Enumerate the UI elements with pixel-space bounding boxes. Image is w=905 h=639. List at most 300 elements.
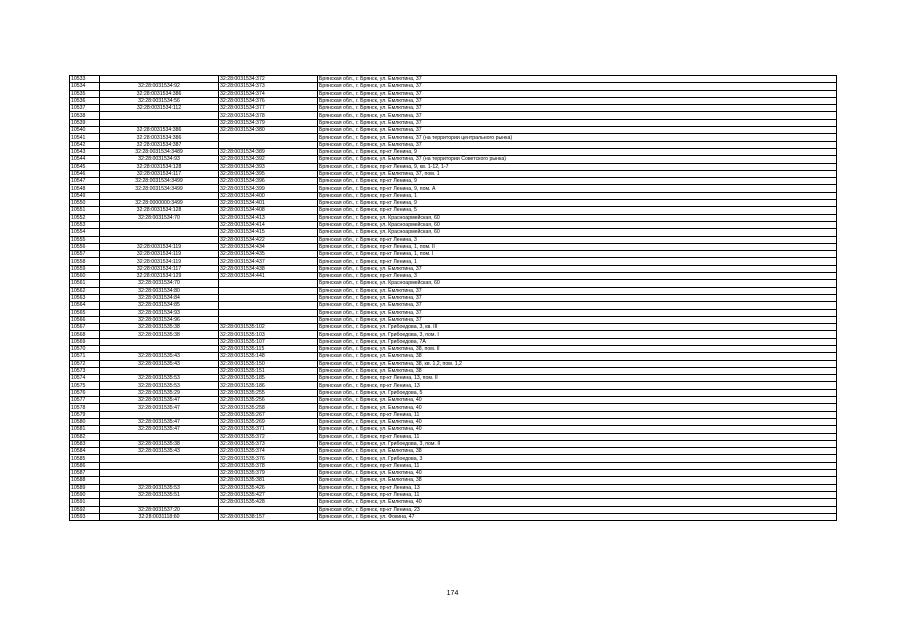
row-number: 10576 (70, 389, 100, 396)
table-row (70, 367, 837, 374)
table-row (70, 163, 837, 170)
table-row (70, 499, 837, 506)
previous-cadastral-number: 32:28:0031534:386 (100, 127, 219, 134)
cadastral-number: 32:28:0031535:267 (219, 411, 318, 418)
cadastral-number (219, 309, 318, 316)
previous-cadastral-number: 32:28:0031535:53 (100, 375, 219, 382)
cadastral-number: 32:28:0031534:399 (219, 185, 318, 192)
address: Брянская обл., г. Брянск, пр-кт Ленина, 9, пом. А (318, 185, 837, 192)
table-row (70, 360, 837, 367)
table-row (70, 90, 837, 97)
address: Брянская обл., г. Брянск, пр-кт Ленина, 13 (318, 484, 837, 491)
address: Брянская обл., г. Брянск, пр-кт Ленина, 1, пом. II (318, 243, 837, 250)
cadastral-number (219, 506, 318, 513)
cadastral-number (219, 134, 318, 141)
cadastral-number: 32:28:0031535:371 (219, 426, 318, 433)
cadastral-number: 32:28:0031534:380 (219, 127, 318, 134)
row-number: 10567 (70, 324, 100, 331)
row-number: 10543 (70, 148, 100, 155)
cadastral-number: 32:28:0031535:256 (219, 397, 318, 404)
address: Брянская обл., г. Брянск, пр-кт Ленина, 13, пом. II (318, 375, 837, 382)
table-row (70, 185, 837, 192)
row-number: 10539 (70, 119, 100, 126)
row-number: 10563 (70, 294, 100, 301)
cadastral-number: 32:28:0031534:378 (219, 112, 318, 119)
cadastral-number: 32:28:0031538:157 (219, 513, 318, 520)
address: Брянская обл., г. Брянск, ул. Красноармейская, 60 (318, 214, 837, 221)
cadastral-number: 32:28:0031535:428 (219, 499, 318, 506)
row-number: 10535 (70, 90, 100, 97)
address: Брянская обл., г. Брянск, ул. Грибоедова, 7А (318, 338, 837, 345)
row-number: 10582 (70, 433, 100, 440)
previous-cadastral-number: 32:28:0031535:38 (100, 440, 219, 447)
row-number: 10557 (70, 251, 100, 258)
cadastral-number: 32:28:0031535:107 (219, 338, 318, 345)
row-number: 10534 (70, 83, 100, 90)
address: Брянская обл., г. Брянск, ул. Емлютина, 40 (318, 397, 837, 404)
cadastral-number: 32:28:0031534:414 (219, 221, 318, 228)
address: Брянская обл., г. Брянск, ул. Емлютина, 37 (318, 127, 837, 134)
row-number: 10593 (70, 513, 100, 520)
table-row (70, 470, 837, 477)
table-row (70, 134, 837, 141)
row-number: 10558 (70, 258, 100, 265)
row-number: 10550 (70, 200, 100, 207)
previous-cadastral-number: 32:28:0031534:112 (100, 105, 219, 112)
row-number: 10592 (70, 506, 100, 513)
cadastral-number (219, 316, 318, 323)
address: Брянская обл., г. Брянск, пр-кт Ленина, 9, кв. 1-12, 1-7 (318, 163, 837, 170)
previous-cadastral-number (100, 455, 219, 462)
address: Брянская обл., г. Брянск, пр-кт Ленина, 9 (318, 178, 837, 185)
table-row (70, 324, 837, 331)
cadastral-number: 32:28:0031534:415 (219, 229, 318, 236)
table-row (70, 491, 837, 498)
cadastral-number: 32:28:0031534:389 (219, 148, 318, 155)
table-row (70, 170, 837, 177)
cadastral-number: 32:28:0031534:377 (219, 105, 318, 112)
row-number: 10546 (70, 170, 100, 177)
previous-cadastral-number: 32:28:0031534:386 (100, 134, 219, 141)
row-number: 10544 (70, 156, 100, 163)
table-row (70, 462, 837, 469)
address: Брянская обл., г. Брянск, ул. Фокина, 47 (318, 513, 837, 520)
table-row (70, 506, 837, 513)
address: Брянская обл., г. Брянск, пр-кт Ленина, 3 (318, 236, 837, 243)
previous-cadastral-number (100, 192, 219, 199)
cadastral-number: 32:28:0031535:186 (219, 382, 318, 389)
cadastral-number: 32:28:0031534:435 (219, 251, 318, 258)
table-row (70, 345, 837, 352)
table-row (70, 236, 837, 243)
cadastral-number: 32:28:0031535:374 (219, 448, 318, 455)
address: Брянская обл., г. Брянск, пр-кт Ленина, 9 (318, 200, 837, 207)
previous-cadastral-number (100, 433, 219, 440)
cadastral-number: 32:28:0031535:185 (219, 375, 318, 382)
table-row (70, 309, 837, 316)
table-row (70, 294, 837, 301)
previous-cadastral-number: 32:28:0031534:70 (100, 280, 219, 287)
address: Брянская обл., г. Брянск, ул. Красноармейская, 60 (318, 280, 837, 287)
table-row (70, 418, 837, 425)
cadastral-number: 32:28:0031535:426 (219, 484, 318, 491)
table-row (70, 273, 837, 280)
cadastral-number: 32:28:0031534:413 (219, 214, 318, 221)
address: Брянская обл., г. Брянск, ул. Емлютина, 37 (на территории центрального рынка) (318, 134, 837, 141)
address: Брянская обл., г. Брянск, ул. Емлютина, 37 (318, 97, 837, 104)
row-number: 10578 (70, 404, 100, 411)
previous-cadastral-number (100, 76, 219, 83)
address: Брянская обл., г. Брянск, пр-кт Ленина, 3 (318, 273, 837, 280)
row-number: 10574 (70, 375, 100, 382)
table-row (70, 397, 837, 404)
table-row (70, 331, 837, 338)
row-number: 10561 (70, 280, 100, 287)
address: Брянская обл., г. Брянск, пр-кт Ленина, 11 (318, 462, 837, 469)
previous-cadastral-number (100, 221, 219, 228)
cadastral-number (219, 287, 318, 294)
cadastral-number: 32:28:0031534:392 (219, 156, 318, 163)
cadastral-number: 32:28:0031534:434 (219, 243, 318, 250)
cadastral-number: 32:28:0031535:150 (219, 360, 318, 367)
row-number: 10548 (70, 185, 100, 192)
previous-cadastral-number: 32:28:0031534:119 (100, 243, 219, 250)
address: Брянская обл., г. Брянск, пр-кт Ленина, 1, пом. I (318, 251, 837, 258)
row-number: 10571 (70, 353, 100, 360)
previous-cadastral-number: 32:28:0031535:38 (100, 324, 219, 331)
address: Брянская обл., г. Брянск, пр-кт Ленина, 11 (318, 411, 837, 418)
previous-cadastral-number (100, 229, 219, 236)
table-row (70, 411, 837, 418)
previous-cadastral-number: 32:28:0031535:38 (100, 331, 219, 338)
previous-cadastral-number: 32:28:0031535:29 (100, 389, 219, 396)
previous-cadastral-number: 32:28:0031534:85 (100, 302, 219, 309)
table-row (70, 404, 837, 411)
previous-cadastral-number: 32:28:0031534:80 (100, 287, 219, 294)
previous-cadastral-number: 32:28:0031535:43 (100, 448, 219, 455)
cadastral-number: 32:28:0031534:376 (219, 97, 318, 104)
row-number: 10565 (70, 309, 100, 316)
cadastral-number: 32:28:0031535:427 (219, 491, 318, 498)
address: Брянская обл., г. Брянск, ул. Грибоедова, 3 (318, 455, 837, 462)
previous-cadastral-number: 32:28:0031534:92 (100, 83, 219, 90)
previous-cadastral-number: 32:28:0000000:3499 (100, 200, 219, 207)
previous-cadastral-number: 32:28:0031534:128 (100, 207, 219, 214)
address: Брянская обл., г. Брянск, пр-кт Ленина, 9 (318, 148, 837, 155)
previous-cadastral-number: 32:28:0031534:128 (100, 163, 219, 170)
address: Брянская обл., г. Брянск, ул. Красноармейская, 60 (318, 229, 837, 236)
previous-cadastral-number: 32:28:0031535:47 (100, 418, 219, 425)
row-number: 10559 (70, 265, 100, 272)
row-number: 10549 (70, 192, 100, 199)
row-number: 10553 (70, 221, 100, 228)
address: Брянская обл., г. Брянск, ул. Емлютина, 37 (318, 76, 837, 83)
table-row (70, 375, 837, 382)
cadastral-number: 32:28:0031535:151 (219, 367, 318, 374)
address: Брянская обл., г. Брянск, ул. Емлютина, 37, пом. 1 (318, 170, 837, 177)
table-row (70, 192, 837, 199)
address: Брянская обл., г. Брянск, ул. Емлютина, 37 (318, 105, 837, 112)
cadastral-number: 32:28:0031535:103 (219, 331, 318, 338)
previous-cadastral-number (100, 477, 219, 484)
previous-cadastral-number: 32:28:0031534:96 (100, 316, 219, 323)
table-row (70, 426, 837, 433)
table-row (70, 229, 837, 236)
table-row (70, 258, 837, 265)
cadastral-number: 32:28:0031534:441 (219, 273, 318, 280)
address: Брянская обл., г. Брянск, пр-кт Ленина, 1 (318, 192, 837, 199)
cadastral-number: 32:28:0031535:255 (219, 389, 318, 396)
row-number: 10547 (70, 178, 100, 185)
table-row (70, 141, 837, 148)
table-row (70, 389, 837, 396)
cadastral-number: 32:28:0031535:381 (219, 477, 318, 484)
previous-cadastral-number: 32:28:0031535:47 (100, 426, 219, 433)
row-number: 10562 (70, 287, 100, 294)
address: Брянская обл., г. Брянск, ул. Емлютина, 38, кв. 1,2, пом. 1,2 (318, 360, 837, 367)
cadastral-number: 32:28:0031535:148 (219, 353, 318, 360)
previous-cadastral-number (100, 411, 219, 418)
cadastral-number: 32:28:0031535:115 (219, 345, 318, 352)
previous-cadastral-number: 32:28:0031534:3499 (100, 178, 219, 185)
cadastral-number (219, 294, 318, 301)
previous-cadastral-number: 32:28:0031534:93 (100, 309, 219, 316)
row-number: 10569 (70, 338, 100, 345)
row-number: 10577 (70, 397, 100, 404)
address: Брянская обл., г. Брянск, ул. Емлютина, 37 (318, 265, 837, 272)
table-row (70, 382, 837, 389)
address: Брянская обл., г. Брянск, ул. Емлютина, 37 (318, 309, 837, 316)
cadastral-number: 32:28:0031535:373 (219, 440, 318, 447)
previous-cadastral-number: 32:28:0031534:119 (100, 258, 219, 265)
previous-cadastral-number (100, 499, 219, 506)
table-row (70, 178, 837, 185)
row-number: 10542 (70, 141, 100, 148)
cadastral-number: 32:28:0031535:379 (219, 470, 318, 477)
table-row (70, 221, 837, 228)
previous-cadastral-number: 32:28:0031535:43 (100, 353, 219, 360)
page-number: 174 (446, 590, 459, 597)
cadastral-number: 32:28:0031534:400 (219, 192, 318, 199)
address: Брянская обл., г. Брянск, ул. Емлютина, 38 (318, 448, 837, 455)
address: Брянская обл., г. Брянск, ул. Грибоедова, 3, кв. III (318, 324, 837, 331)
registry-table-body (70, 76, 837, 521)
previous-cadastral-number: 32:28:0031534:3499 (100, 185, 219, 192)
cadastral-number: 32:28:0031534:395 (219, 170, 318, 177)
row-number: 10589 (70, 484, 100, 491)
table-row (70, 338, 837, 345)
cadastral-number: 32:28:0031535:378 (219, 462, 318, 469)
row-number: 10540 (70, 127, 100, 134)
address: Брянская обл., г. Брянск, ул. Емлютина, 38 (318, 353, 837, 360)
previous-cadastral-number: 32:28:0031535:47 (100, 404, 219, 411)
previous-cadastral-number: 32:28:0031534:70 (100, 214, 219, 221)
address: Брянская обл., г. Брянск, пр-кт Ленина, 13 (318, 382, 837, 389)
previous-cadastral-number (100, 236, 219, 243)
address: Брянская обл., г. Брянск, пр-кт Ленина, 5 (318, 207, 837, 214)
row-number: 10590 (70, 491, 100, 498)
address: Брянская обл., г. Брянск, ул. Емлютина, 38 (318, 477, 837, 484)
address: Брянская обл., г. Брянск, ул. Емлютина, 40 (318, 426, 837, 433)
registry-table (69, 75, 837, 521)
previous-cadastral-number: 32:28:0031534:84 (100, 294, 219, 301)
previous-cadastral-number: 32:28:0031534:93 (100, 156, 219, 163)
table-row (70, 287, 837, 294)
address: Брянская обл., г. Брянск, ул. Емлютина, 40 (318, 470, 837, 477)
row-number: 10533 (70, 76, 100, 83)
cadastral-number: 32:28:0031534:438 (219, 265, 318, 272)
table-row (70, 148, 837, 155)
address: Брянская обл., г. Брянск, ул. Емлютина, 40 (318, 418, 837, 425)
row-number: 10575 (70, 382, 100, 389)
row-number: 10556 (70, 243, 100, 250)
table-row (70, 455, 837, 462)
previous-cadastral-number: 32:28:0031534:117 (100, 170, 219, 177)
cadastral-number: 32:28:0031535:372 (219, 433, 318, 440)
address: Брянская обл., г. Брянск, ул. Емлютина, 37 (318, 316, 837, 323)
address: Брянская обл., г. Брянск, ул. Емлютина, 37 (318, 302, 837, 309)
table-row (70, 119, 837, 126)
address: Брянская обл., г. Брянск, пр-кт Ленина, 23 (318, 506, 837, 513)
address: Брянская обл., г. Брянск, пр-кт Ленина, 11 (318, 433, 837, 440)
previous-cadastral-number (100, 119, 219, 126)
cadastral-number (219, 141, 318, 148)
previous-cadastral-number: 32:28:0031534:56 (100, 97, 219, 104)
row-number: 10586 (70, 462, 100, 469)
cadastral-number: 32:28:0031534:422 (219, 236, 318, 243)
previous-cadastral-number (100, 470, 219, 477)
table-row (70, 265, 837, 272)
table-row (70, 513, 837, 520)
row-number: 10566 (70, 316, 100, 323)
table-row (70, 484, 837, 491)
previous-cadastral-number: 32:28:0031534:119 (100, 251, 219, 258)
address: Брянская обл., г. Брянск, ул. Емлютина, 40 (318, 404, 837, 411)
table-row (70, 76, 837, 83)
previous-cadastral-number: 32:28:0031534:117 (100, 265, 219, 272)
address: Брянская обл., г. Брянск, ул. Емлютина, 37 (318, 112, 837, 119)
row-number: 10581 (70, 426, 100, 433)
table-row (70, 112, 837, 119)
table-row (70, 251, 837, 258)
table-row (70, 448, 837, 455)
cadastral-number: 32:28:0031534:393 (219, 163, 318, 170)
table-row (70, 83, 837, 90)
cadastral-number: 32:28:0031535:102 (219, 324, 318, 331)
cadastral-number: 32:28:0031535:269 (219, 418, 318, 425)
table-row (70, 243, 837, 250)
previous-cadastral-number (100, 112, 219, 119)
previous-cadastral-number (100, 367, 219, 374)
row-number: 10538 (70, 112, 100, 119)
row-number: 10584 (70, 448, 100, 455)
row-number: 10585 (70, 455, 100, 462)
row-number: 10587 (70, 470, 100, 477)
table-row (70, 353, 837, 360)
row-number: 10579 (70, 411, 100, 418)
previous-cadastral-number: 32:28:0031534:387 (100, 141, 219, 148)
row-number: 10568 (70, 331, 100, 338)
cadastral-number: 32:28:0031534:408 (219, 207, 318, 214)
cadastral-number (219, 280, 318, 287)
address: Брянская обл., г. Брянск, ул. Грибоедова, 3, пом. I (318, 331, 837, 338)
table-row (70, 280, 837, 287)
address: Брянская обл., г. Брянск, ул. Емлютина, 37 (318, 294, 837, 301)
table-row (70, 316, 837, 323)
table-row (70, 214, 837, 221)
previous-cadastral-number: 32:28:0031535:53 (100, 484, 219, 491)
table-row (70, 156, 837, 163)
table-row (70, 105, 837, 112)
row-number: 10583 (70, 440, 100, 447)
table-row (70, 477, 837, 484)
row-number: 10564 (70, 302, 100, 309)
address: Брянская обл., г. Брянск, ул. Емлютина, 37 (на территории Советского рынка) (318, 156, 837, 163)
cadastral-number: 32:28:0031534:379 (219, 119, 318, 126)
address: Брянская обл., г. Брянск, ул. Красноармейская, 60 (318, 221, 837, 228)
address: Брянская обл., г. Брянск, ул. Емлютина, 37 (318, 83, 837, 90)
table-row (70, 433, 837, 440)
address: Брянская обл., г. Брянск, ул. Емлютина, 37 (318, 141, 837, 148)
row-number: 10541 (70, 134, 100, 141)
previous-cadastral-number: 32:28:0031534:3489 (100, 148, 219, 155)
address: Брянская обл., г. Брянск, ул. Емлютина, 38, пом. II (318, 345, 837, 352)
table-row (70, 127, 837, 134)
row-number: 10536 (70, 97, 100, 104)
row-number: 10572 (70, 360, 100, 367)
row-number: 10573 (70, 367, 100, 374)
table-row (70, 207, 837, 214)
table-row (70, 302, 837, 309)
table-row (70, 97, 837, 104)
previous-cadastral-number: 32:28:0031535:47 (100, 397, 219, 404)
cadastral-number (219, 302, 318, 309)
previous-cadastral-number (100, 462, 219, 469)
address: Брянская обл., г. Брянск, пр-кт Ленина, 1 (318, 258, 837, 265)
row-number: 10554 (70, 229, 100, 236)
row-number: 10570 (70, 345, 100, 352)
row-number: 10591 (70, 499, 100, 506)
cadastral-number: 32:28:0031535:258 (219, 404, 318, 411)
row-number: 10552 (70, 214, 100, 221)
previous-cadastral-number (100, 338, 219, 345)
previous-cadastral-number (100, 345, 219, 352)
previous-cadastral-number: 32:28:0031535:43 (100, 360, 219, 367)
address: Брянская обл., г. Брянск, ул. Емлютина, 37 (318, 90, 837, 97)
table-row (70, 200, 837, 207)
address: Брянская обл., г. Брянск, ул. Емлютина, 40 (318, 499, 837, 506)
cadastral-number: 32:28:0031535:376 (219, 455, 318, 462)
previous-cadastral-number: 32:28:0031535:51 (100, 491, 219, 498)
row-number: 10551 (70, 207, 100, 214)
address: Брянская обл., г. Брянск, ул. Грибоедова, 3, пом. II (318, 440, 837, 447)
row-number: 10580 (70, 418, 100, 425)
previous-cadastral-number: 32:28:0031534:129 (100, 273, 219, 280)
cadastral-number: 32:28:0031534:396 (219, 178, 318, 185)
table-row (70, 440, 837, 447)
cadastral-number: 32:28:0031534:437 (219, 258, 318, 265)
previous-cadastral-number: 32:28:0031534:386 (100, 90, 219, 97)
row-number: 10545 (70, 163, 100, 170)
row-number: 10555 (70, 236, 100, 243)
address: Брянская обл., г. Брянск, ул. Емлютина, 37 (318, 119, 837, 126)
previous-cadastral-number: 32:28:0031118:60 (100, 513, 219, 520)
row-number: 10588 (70, 477, 100, 484)
row-number: 10537 (70, 105, 100, 112)
address: Брянская обл., г. Брянск, ул. Емлютина, 37 (318, 287, 837, 294)
address: Брянская обл., г. Брянск, пр-кт Ленина, 11 (318, 491, 837, 498)
cadastral-number: 32:28:0031534:374 (219, 90, 318, 97)
